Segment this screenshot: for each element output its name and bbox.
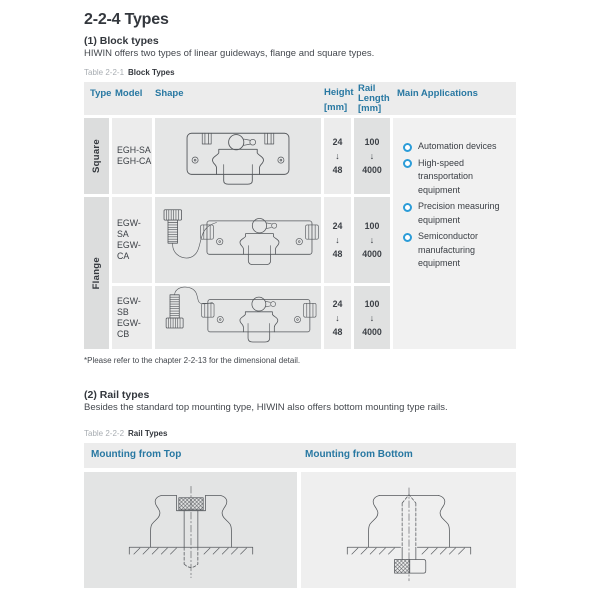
- mount-bottom-cell: [301, 472, 516, 588]
- section2-body: Besides the standard top mounting type, HIWIN also offers bottom mounting type rails.: [84, 402, 448, 413]
- rail-max: 4000: [362, 249, 382, 259]
- range-arrow-icon: ↓: [369, 312, 375, 323]
- model-cell-egw-top: [112, 197, 152, 283]
- model-egh-sa: EGH-SA: [117, 145, 151, 155]
- model-egh-ca: EGH-CA: [117, 156, 152, 166]
- application-label: High-speed transportation equipment: [418, 157, 474, 195]
- shape-cell-flange-bottom: [155, 286, 321, 349]
- bullet-icon: [403, 203, 412, 212]
- mount-top-cell: [84, 472, 297, 588]
- table2-caption: [84, 429, 167, 438]
- model-egw-ca: EGW-CA: [117, 240, 141, 261]
- height-max: 48: [332, 249, 343, 259]
- col-header-rail-2: Length: [358, 93, 390, 104]
- list-item: [403, 157, 510, 198]
- model-egw-cb: EGW-CB: [117, 317, 141, 339]
- application-label: Automation devices: [418, 141, 497, 151]
- col-header-applications: Main Applications: [397, 88, 478, 99]
- mount-bottom-drawing: [329, 477, 489, 584]
- rail-length-cell-row3: [354, 286, 390, 349]
- height-cell-row3: [324, 286, 351, 349]
- height-min: 24: [332, 137, 343, 147]
- height-cell-row2: [324, 197, 351, 283]
- col-header-height-unit: [mm]: [324, 102, 348, 113]
- block-table-header: [84, 82, 516, 115]
- height-min: 24: [332, 221, 343, 231]
- model-cell-egh: [112, 118, 152, 194]
- height-max: 48: [332, 326, 343, 337]
- range-arrow-icon: ↓: [335, 312, 340, 323]
- rail-max: 4000: [362, 165, 382, 175]
- col-header-model: Model: [115, 88, 143, 99]
- section1-body: HIWIN offers two types of linear guideways, flange and square types.: [84, 48, 375, 59]
- col-header-rail-1: Rail: [358, 83, 376, 94]
- square-block-drawing: [179, 126, 297, 187]
- application-label: Precision measuring equipment: [418, 201, 500, 225]
- bullet-icon: [403, 233, 412, 242]
- flange-block-bottom-drawing: [158, 284, 318, 352]
- range-arrow-icon: ↓: [335, 235, 340, 245]
- col-header-mount-top: Mounting from Top: [91, 449, 182, 460]
- table2-caption-number: Table 2-2-2: [84, 429, 125, 438]
- rail-types-table: [84, 443, 516, 588]
- rail-table-header: [84, 443, 516, 468]
- range-arrow-icon: ↓: [335, 151, 340, 161]
- height-cell-row1: [324, 118, 351, 194]
- application-label: Semiconductor manufacturing equipment: [418, 231, 479, 268]
- shape-cell-square-block: [155, 118, 321, 194]
- table2-caption-title: Rail Types: [128, 429, 168, 438]
- table1-caption: [84, 68, 175, 77]
- list-item: [403, 140, 510, 154]
- section2-heading: (2) Rail types: [84, 389, 150, 401]
- height-max: 48: [332, 165, 343, 175]
- range-arrow-icon: ↓: [369, 235, 375, 245]
- flange-block-top-drawing: [156, 205, 320, 275]
- block-types-table: [84, 82, 516, 349]
- type-label-flange: Flange: [91, 256, 102, 290]
- shape-cell-flange-top: [155, 197, 321, 283]
- model-egw-sb: EGW-SB: [117, 295, 141, 317]
- page-title: 2-2-4 Types: [84, 11, 169, 28]
- col-header-shape: Shape: [155, 88, 184, 99]
- rail-min: 100: [364, 137, 380, 147]
- bullet-icon: [403, 143, 412, 152]
- model-cell-egw-bottom: [112, 286, 152, 349]
- rail-max: 4000: [362, 326, 382, 337]
- table1-caption-number: Table 2-2-1: [84, 68, 125, 77]
- bullet-icon: [403, 159, 412, 168]
- type-cell-flange: [84, 197, 109, 349]
- list-item: [403, 200, 510, 227]
- rail-length-cell-row1: [354, 118, 390, 194]
- col-header-rail-unit: [mm]: [358, 103, 382, 114]
- range-arrow-icon: ↓: [369, 151, 375, 161]
- rail-min: 100: [364, 221, 380, 231]
- table1-caption-title: Block Types: [128, 68, 175, 77]
- type-label-square: Square: [91, 138, 102, 173]
- type-cell-square: [84, 118, 109, 194]
- rail-min: 100: [364, 298, 380, 309]
- height-min: 24: [332, 298, 343, 309]
- mount-top-drawing: [111, 477, 271, 584]
- col-header-height: Height: [324, 87, 354, 98]
- col-header-mount-bottom: Mounting from Bottom: [305, 449, 413, 460]
- main-applications-cell: [393, 118, 516, 349]
- model-egw-sa: EGW-SA: [117, 218, 141, 239]
- col-header-type: Type: [90, 88, 112, 99]
- list-item: [403, 230, 510, 271]
- section1-heading: (1) Block types: [84, 35, 159, 47]
- table1-footnote: *Please refer to the chapter 2-2-13 for the dimensional detail.: [84, 356, 301, 365]
- rail-length-cell-row2: [354, 197, 390, 283]
